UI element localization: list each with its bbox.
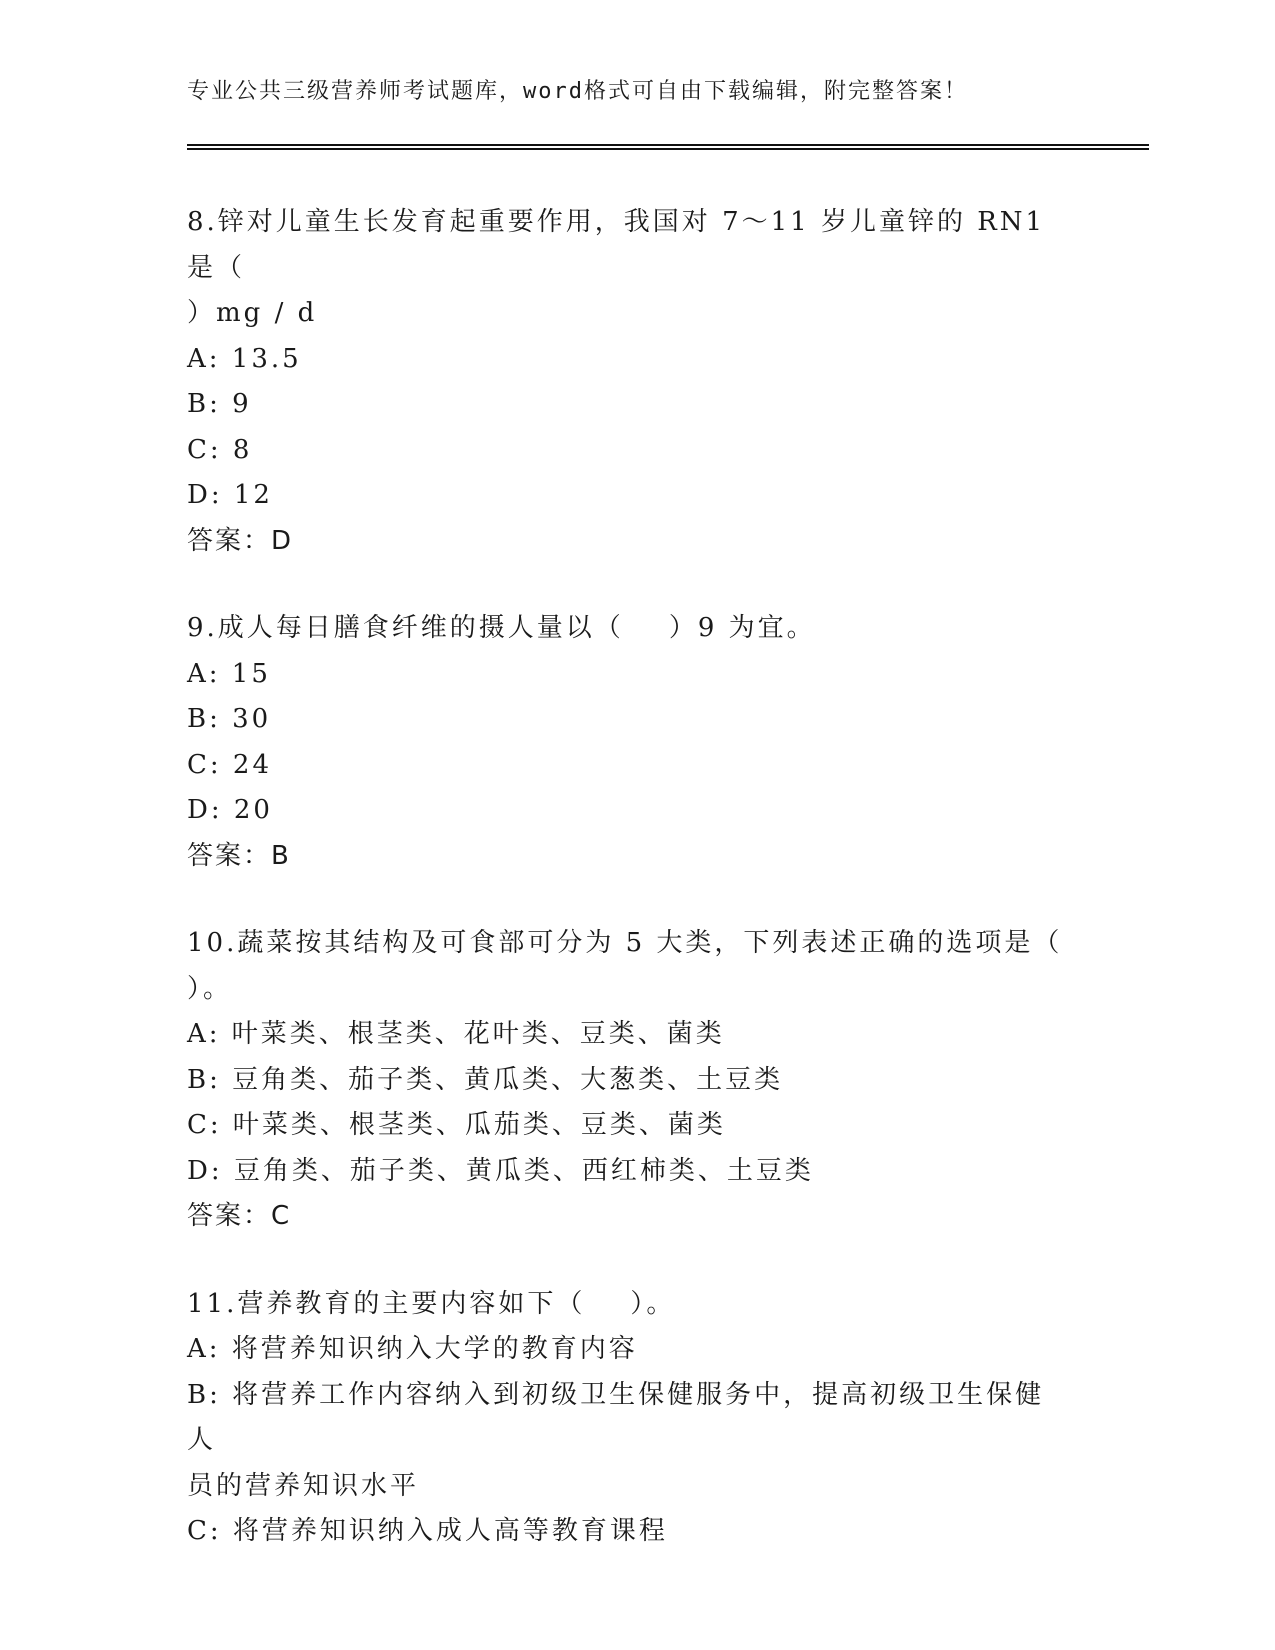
question-stem: 9.成人每日膳食纤维的摄人量以（ ）9 为宜。 — [187, 613, 816, 643]
option-c: C: 将营养知识纳入成人高等教育课程 — [187, 1516, 668, 1546]
page-header: 专业公共三级营养师考试题库，word格式可自由下载编辑，附完整答案！ — [187, 79, 968, 104]
option-b-continued: 员的营养知识水平 — [187, 1470, 420, 1501]
option-c: C: 24 — [187, 749, 273, 780]
question-stem: 11.营养教育的主要内容如下（ ）。 — [187, 1288, 676, 1319]
option-a: A: 13.5 — [187, 343, 302, 374]
option-b: B: 30 — [187, 704, 272, 734]
question-stem: 10.蔬菜按其结构及可食部可分为 5 大类，下列表述正确的选项是（ — [187, 928, 1063, 958]
option-d: D: 豆角类、茄子类、黄瓜类、西红柿类、土豆类 — [187, 1155, 814, 1186]
answer: 答案：B — [187, 840, 291, 871]
option-b: B: 9 — [187, 389, 252, 419]
answer: 答案：C — [187, 1201, 292, 1231]
option-a: A: 将营养知识纳入大学的教育内容 — [187, 1334, 638, 1364]
question-11 — [187, 1282, 1067, 1555]
divider-line-bottom — [187, 148, 1149, 150]
option-a: A: 15 — [187, 658, 271, 689]
question-stem: ）mg / d — [187, 298, 318, 328]
option-d: D: 12 — [187, 480, 273, 510]
option-d: D: 20 — [187, 795, 273, 825]
question-10 — [187, 921, 1067, 1240]
question-stem: 8.锌对儿童生长发育起重要作用，我国对 7～11 岁儿童锌的 RN1 是（ — [187, 207, 1057, 283]
question-stem: ）。 — [187, 973, 233, 1004]
option-c: C: 8 — [187, 434, 253, 465]
header-divider — [187, 144, 1149, 150]
option-b: B: 豆角类、茄子类、黄瓜类、大葱类、土豆类 — [187, 1064, 784, 1095]
question-9 — [187, 606, 1067, 879]
answer: 答案：D — [187, 525, 294, 556]
option-b: B: 将营养工作内容纳入到初级卫生保健服务中，提高初级卫生保健人 — [187, 1379, 1045, 1455]
question-8 — [187, 200, 1067, 564]
question-list — [187, 200, 1067, 1597]
option-c: C: 叶菜类、根茎类、瓜茄类、豆类、菌类 — [187, 1110, 726, 1140]
divider-line-top — [187, 144, 1149, 146]
option-a: A: 叶菜类、根茎类、花叶类、豆类、菌类 — [187, 1019, 725, 1049]
